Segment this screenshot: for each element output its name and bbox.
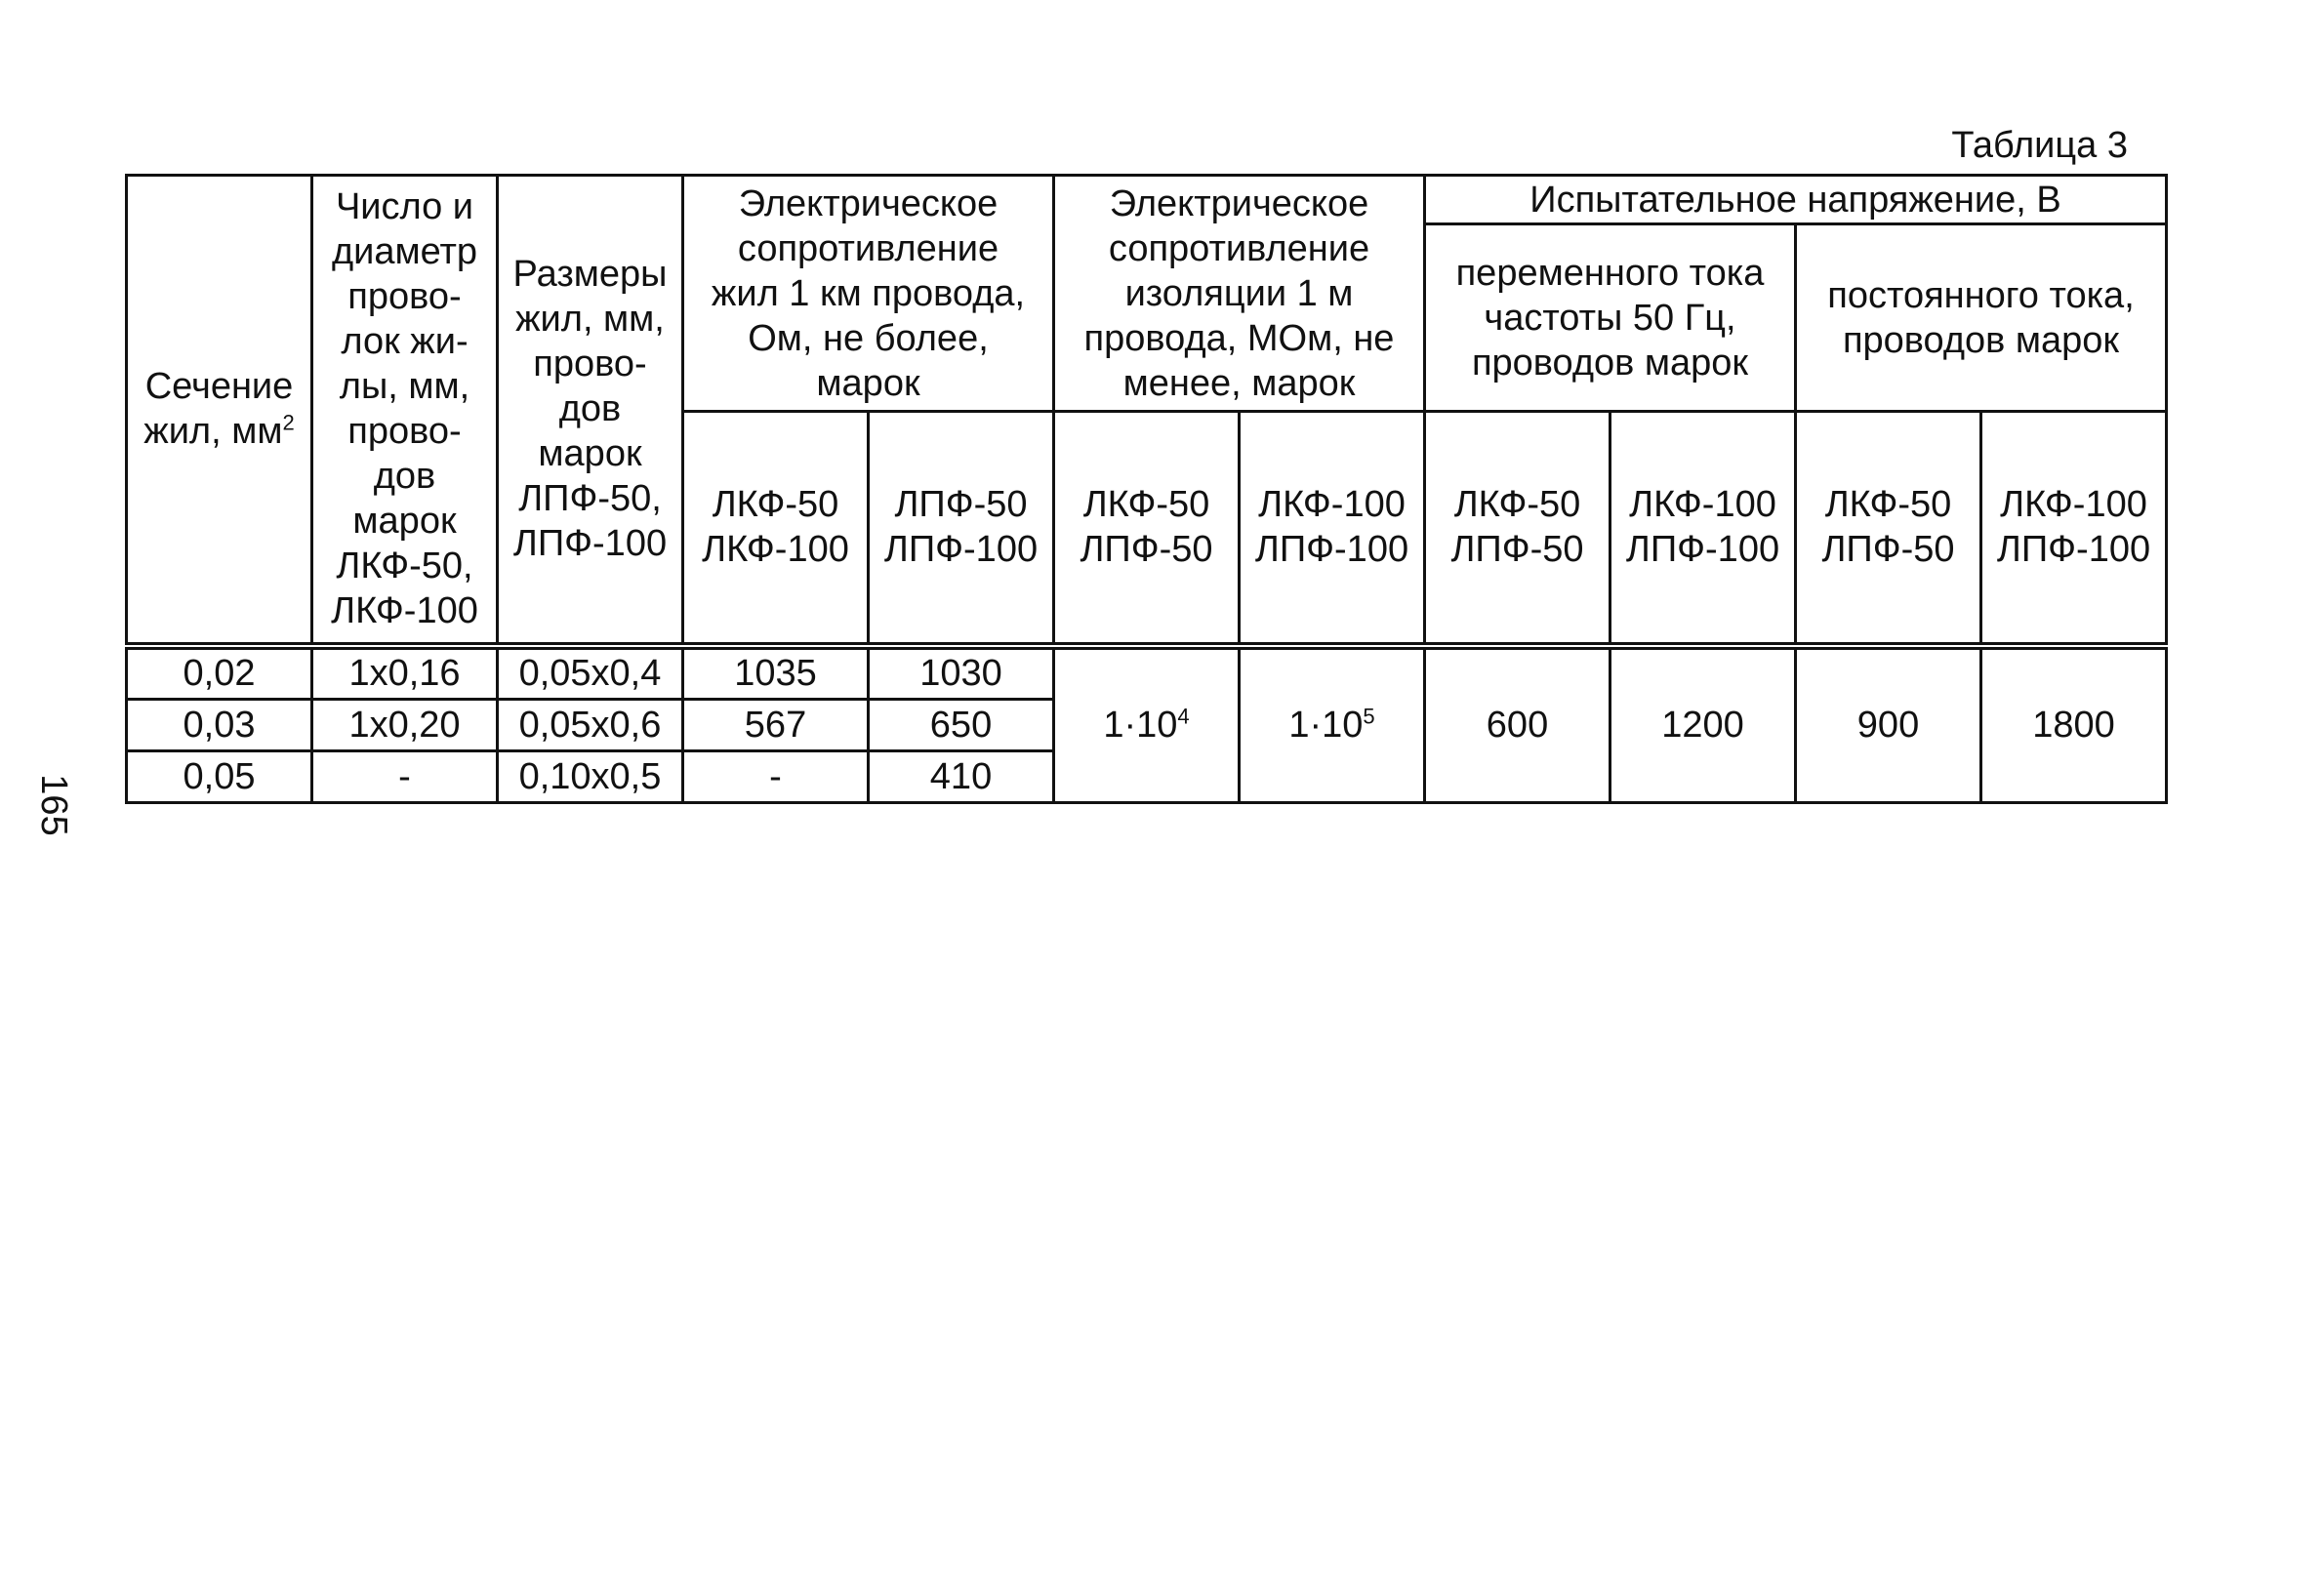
header-dc: постоянного тока, проводов марок xyxy=(1796,224,2167,412)
cell-ac-b: 1200 xyxy=(1610,646,1796,803)
cell-res-a: 567 xyxy=(683,699,869,750)
cell-wires: 1x0,16 xyxy=(312,646,498,700)
ins-a-base: 1·10 xyxy=(1103,705,1178,747)
cell-wires: 1x0,20 xyxy=(312,699,498,750)
cell-res-b: 650 xyxy=(869,699,1054,750)
header-ac: переменного тока частоты 50 Гц, проводов марок xyxy=(1425,224,1796,412)
cell-size: 0,05x0,4 xyxy=(498,646,683,700)
ins-b-base: 1·10 xyxy=(1288,705,1364,747)
header-section xyxy=(127,176,312,646)
cell-section: 0,05 xyxy=(127,750,312,802)
header-test-voltage: Испытательное напряжение, В xyxy=(1425,176,2167,224)
mark-dc-a: ЛКФ-50 ЛПФ-50 xyxy=(1796,412,1981,646)
page-number: 165 xyxy=(33,774,75,836)
mark-ac-a: ЛКФ-50 ЛПФ-50 xyxy=(1425,412,1610,646)
cell-dc-b: 1800 xyxy=(1981,646,2167,803)
header-insulation: Электрическое сопротивление изоляции 1 м провода, МОм, не менее, марок xyxy=(1054,176,1425,412)
header-section-sup: 2 xyxy=(282,410,295,435)
ins-b-exp: 5 xyxy=(1363,704,1375,729)
cell-size: 0,05x0,6 xyxy=(498,699,683,750)
cell-res-b: 410 xyxy=(869,750,1054,802)
cell-ins-b xyxy=(1240,646,1425,803)
cell-ac-a: 600 xyxy=(1425,646,1610,803)
mark-res-b: ЛПФ-50 ЛПФ-100 xyxy=(869,412,1054,646)
mark-ins-a: ЛКФ-50 ЛПФ-50 xyxy=(1054,412,1240,646)
cell-wires: - xyxy=(312,750,498,802)
cell-res-a: 1035 xyxy=(683,646,869,700)
cell-res-b: 1030 xyxy=(869,646,1054,700)
header-section-text: Сечение жил, мм xyxy=(143,366,294,453)
header-wire-count: Число и диаметр прово- лок жи- лы, мм, прово- дов марок ЛКФ-50, ЛКФ-100 xyxy=(312,176,498,646)
cell-size: 0,10x0,5 xyxy=(498,750,683,802)
mark-ac-b: ЛКФ-100 ЛПФ-100 xyxy=(1610,412,1796,646)
cell-res-a: - xyxy=(683,750,869,802)
header-resistance: Электрическое сопротивление жил 1 км провода, Ом, не более, марок xyxy=(683,176,1054,412)
cell-dc-a: 900 xyxy=(1796,646,1981,803)
table-row xyxy=(127,646,2167,700)
cell-section: 0,03 xyxy=(127,699,312,750)
spec-table xyxy=(125,174,2168,804)
header-row-1 xyxy=(127,176,2167,224)
table-caption: Таблица 3 xyxy=(1951,125,2128,166)
cell-section: 0,02 xyxy=(127,646,312,700)
mark-res-a: ЛКФ-50 ЛКФ-100 xyxy=(683,412,869,646)
mark-ins-b: ЛКФ-100 ЛПФ-100 xyxy=(1240,412,1425,646)
header-sizes: Размеры жил, мм, прово- дов марок ЛПФ-50, ЛПФ-100 xyxy=(498,176,683,646)
ins-a-exp: 4 xyxy=(1177,704,1190,729)
cell-ins-a xyxy=(1054,646,1240,803)
mark-dc-b: ЛКФ-100 ЛПФ-100 xyxy=(1981,412,2167,646)
